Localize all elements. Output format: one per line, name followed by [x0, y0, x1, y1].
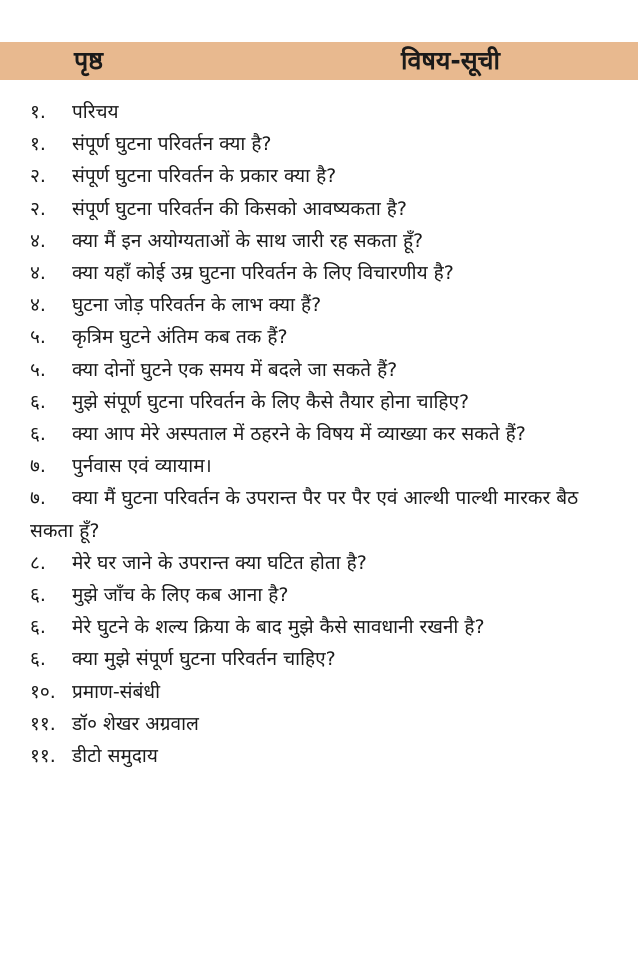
toc-item[interactable] [30, 321, 600, 353]
toc-entry-text: संपूर्ण घुटना परिवर्तन की किसको आवष्यकता है? [72, 197, 407, 220]
toc-page-number: १. [30, 101, 46, 123]
toc-entry-text: घुटना जोड़ परिवर्तन के लाभ क्या हैं? [72, 294, 322, 317]
toc-entry-text: संपूर्ण घुटना परिवर्तन क्या है? [72, 133, 272, 156]
toc-page-number: ५. [30, 358, 46, 381]
toc-item[interactable] [30, 676, 600, 708]
toc-page-number: ६. [30, 584, 46, 607]
toc-entry-text: मुझे जाँच के लिए कब आना है? [72, 584, 289, 607]
toc-entry-text: क्या आप मेरे अस्पताल में ठहरने के विषय में व्याख्या कर सकते हैं? [72, 423, 526, 446]
toc-page-number: ४. [30, 262, 46, 285]
toc-entry-text: मेरे घर जाने के उपरान्त क्या घटित होता है? [72, 551, 367, 574]
toc-page-number: १०. [30, 680, 56, 703]
toc-entry-text: क्या यहाँ कोई उम्र घुटना परिवर्तन के लिए विचारणीय है? [72, 262, 454, 285]
toc-entry-text: मेरे घुटने के शल्य क्रिया के बाद मुझे कैसे सावधानी रखनी है? [72, 616, 485, 639]
toc-item[interactable] [30, 418, 600, 450]
page-title: विषय-सूची [401, 46, 500, 75]
toc-item[interactable] [30, 225, 600, 257]
page-column-label: पृष्ठ [74, 46, 103, 75]
toc-item[interactable] [30, 450, 600, 482]
toc-entry-text: क्या मैं घुटना परिवर्तन के उपरान्त पैर पर पैर एवं आल्थी पाल्थी मारकर बैठ सकता हूँ? [30, 487, 579, 542]
toc-item[interactable] [30, 96, 600, 128]
toc-entry-text: क्या मैं इन अयोग्यताओं के साथ जारी रह सकता हूँ? [72, 229, 424, 252]
toc-item[interactable] [30, 193, 600, 225]
toc-entry-text: डॉ० शेखर अग्रवाल [72, 712, 199, 735]
toc-item[interactable] [30, 547, 600, 579]
toc-page-number: ६. [30, 616, 46, 639]
toc-item[interactable] [30, 128, 600, 160]
toc-page-number: २. [30, 197, 46, 220]
toc-entry-text: क्या मुझे संपूर्ण घुटना परिवर्तन चाहिए? [72, 648, 336, 671]
toc-entry-text: डीटो समुदाय [72, 745, 158, 768]
toc-page-number: २. [30, 165, 46, 188]
toc-item[interactable] [30, 160, 600, 192]
toc-item[interactable] [30, 354, 600, 386]
toc-item[interactable] [30, 482, 600, 546]
toc-page-number: ६. [30, 423, 46, 446]
toc-page-number: ६. [30, 390, 46, 413]
toc-item[interactable] [30, 643, 600, 675]
toc-page-number: ११. [30, 712, 56, 735]
toc-page-number: ११. [30, 745, 56, 768]
toc-entry-text: परिचय [72, 101, 119, 123]
toc-item[interactable] [30, 708, 600, 740]
toc-page-number: ४. [30, 294, 46, 317]
toc-item[interactable] [30, 740, 600, 772]
toc-page-number: ६. [30, 648, 46, 671]
toc-page-number: ८. [30, 551, 46, 574]
toc-entry-text: संपूर्ण घुटना परिवर्तन के प्रकार क्या है? [72, 165, 337, 188]
toc-page-number: ७. [30, 487, 46, 510]
toc-entry-text: क्या दोनों घुटने एक समय में बदले जा सकते हैं? [72, 358, 398, 381]
toc-page-number: ५. [30, 326, 46, 349]
toc-item[interactable] [30, 289, 600, 321]
toc-page-number: ७. [30, 455, 46, 478]
toc-item[interactable] [30, 579, 600, 611]
toc-entry-text: पुर्नवास एवं व्यायाम। [72, 455, 212, 478]
toc-item[interactable] [30, 611, 600, 643]
toc-page-number: १. [30, 133, 46, 156]
toc-item[interactable] [30, 257, 600, 289]
toc-entry-text: प्रमाण-संबंधी [72, 680, 160, 703]
toc-item[interactable] [30, 386, 600, 418]
toc-entry-text: कृत्रिम घुटने अंतिम कब तक हैं? [72, 326, 288, 349]
toc-entry-text: मुझे संपूर्ण घुटना परिवर्तन के लिए कैसे तैयार होना चाहिए? [72, 390, 470, 413]
toc-page-number: ४. [30, 229, 46, 252]
table-of-contents [30, 96, 600, 772]
